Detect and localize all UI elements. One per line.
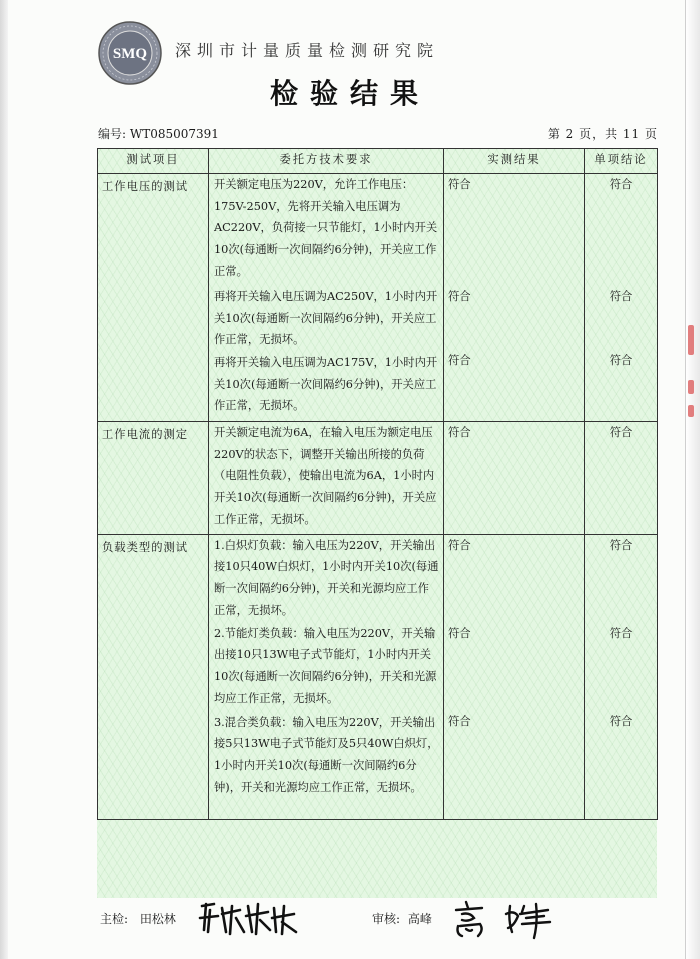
measured-result: 符合 <box>448 290 471 303</box>
inspector-line <box>100 910 176 927</box>
results-table <box>97 148 658 820</box>
page-stack-edge <box>685 0 700 959</box>
inspector-signature <box>196 896 300 938</box>
item-conclusion: 符合 <box>609 714 633 728</box>
table-row <box>98 174 658 422</box>
measured-result: 符合 <box>448 626 471 640</box>
item-conclusion: 符合 <box>609 178 633 191</box>
requirement-text: 2.节能灯类负载：输入电压为220V，开关输出接10只13W电子式节能灯，1小时内开关10次(每通断一次间隔约6分钟)，开关和光源均应工作正常，无损坏。 <box>214 626 437 705</box>
report-number: 编号: WT085007391 <box>98 127 219 141</box>
measured-result: 符合 <box>448 178 471 191</box>
item-conclusion: 符合 <box>609 426 633 439</box>
inspector-label: 主检: <box>100 912 129 926</box>
reviewer-label: 审核: <box>372 912 401 926</box>
page-info: 第 2 页，共 11 页 <box>547 127 658 141</box>
requirement-text: 3.混合类负载：输入电压为220V，开关输出接5只13W电子式节能灯及5只40W白炽灯，1小时内开关10次(每通断一次间隔约6分钟)，开关和光源均应工作正常，无损坏。 <box>214 715 439 794</box>
item-conclusion: 符合 <box>609 354 633 367</box>
table-row <box>98 422 658 535</box>
item-conclusion: 符合 <box>609 290 633 303</box>
column-header: 委托方技术要求 <box>209 149 444 174</box>
requirement-text: 开关额定电压为220V，允许工作电压：175V-250V，先将开关输入电压调为AC220V，负荷接一只节能灯，1小时内开关10次(每通断一次间隔约6分钟)，开关应工作正常。 <box>214 178 438 278</box>
test-item: 工作电压的测试 <box>98 174 209 422</box>
institute-name: 深圳市计量质量检测研究院 <box>175 41 440 60</box>
measured-result: 符合 <box>448 426 471 439</box>
reviewer-signature <box>452 896 560 940</box>
stamp-edge-mark <box>688 380 694 394</box>
inspector-name: 田松林 <box>139 912 176 926</box>
measured-result: 符合 <box>448 354 471 367</box>
page-title: 检验结果 <box>269 77 430 110</box>
table-header-row <box>98 149 658 174</box>
stamp-edge-mark <box>688 405 694 417</box>
binder-edge <box>0 0 8 959</box>
test-item: 工作电流的测定 <box>98 422 209 535</box>
measured-result: 符合 <box>448 538 471 552</box>
measured-result: 符合 <box>448 714 471 728</box>
requirement-text: 开关额定电流为6A，在输入电压为额定电压220V的状态下，调整开关输出所接的负荷（电阻性负载），使输出电流为6A，1小时内开关10次(每通断一次间隔约6分钟)，开关应工作正常，无损坏。 <box>214 426 437 526</box>
table-row <box>98 534 658 819</box>
reviewer-line <box>372 910 432 927</box>
item-conclusion: 符合 <box>609 538 633 552</box>
requirement-text: 再将开关输入电压调为AC250V，1小时内开关10次(每通断一次间隔约6分钟)，开关应工作正常，无损坏。 <box>214 290 438 347</box>
column-header: 实测结果 <box>444 149 585 174</box>
item-conclusion: 符合 <box>609 626 633 640</box>
test-item: 负载类型的测试 <box>98 534 209 819</box>
stamp-edge-mark <box>688 325 694 355</box>
reviewer-name: 高峰 <box>407 912 432 926</box>
logo-text: SMQ <box>112 46 148 62</box>
column-header: 单项结论 <box>585 149 658 174</box>
requirement-text: 再将开关输入电压调为AC175V，1小时内开关10次(每通断一次间隔约6分钟)，开关应工作正常，无损坏。 <box>214 356 438 413</box>
column-header: 测试项目 <box>98 149 209 174</box>
requirement-text: 1.白炽灯负载：输入电压为220V，开关输出接10只40W白炽灯，1小时内开关10次(每通断一次间隔约6分钟)，开关和光源均应工作正常，无损坏。 <box>214 538 439 617</box>
